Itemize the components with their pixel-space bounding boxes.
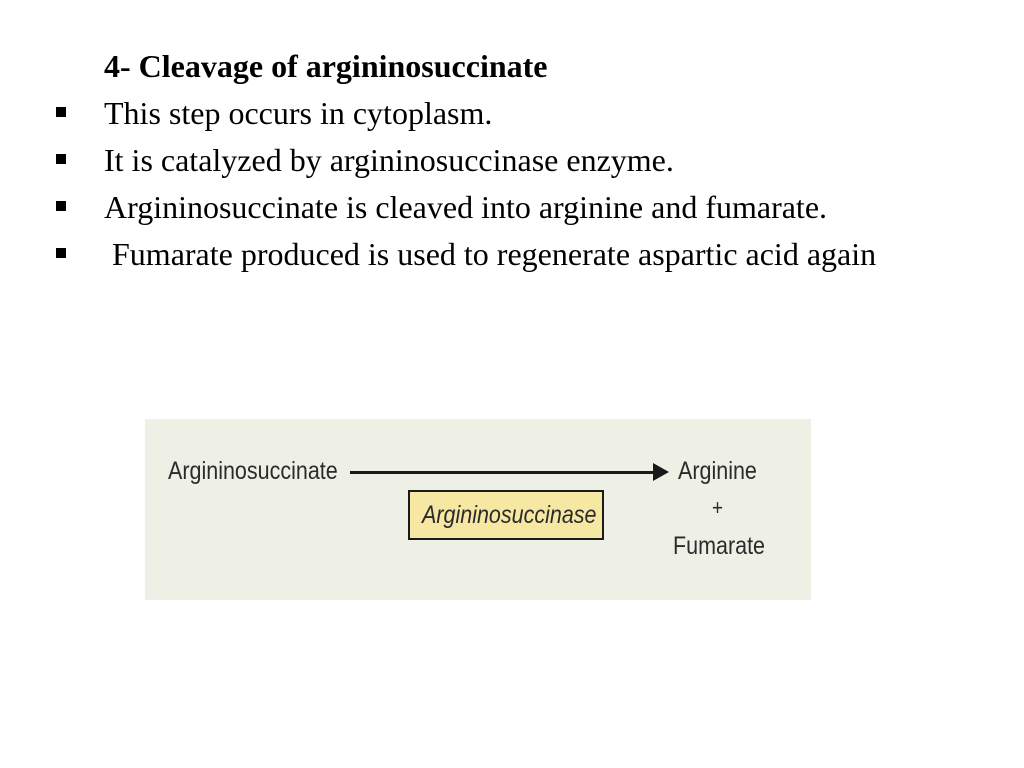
bullet-item	[0, 90, 1024, 137]
plus-sign: +	[712, 495, 724, 520]
bullet-item	[0, 184, 1024, 231]
product-arginine-label: Arginine	[678, 457, 757, 485]
bullet-list	[0, 90, 1024, 278]
square-bullet-icon	[56, 154, 66, 164]
slide-heading: 4- Cleavage of argininosuccinate	[104, 48, 548, 84]
product-fumarate-label: Fumarate	[673, 532, 766, 560]
right-arrow-icon	[653, 463, 669, 481]
bullet-text: Fumarate produced is used to regenerate aspartic acid again	[104, 236, 877, 272]
bullet-text: It is catalyzed by argininosuccinase enzyme.	[104, 142, 674, 178]
bullet-item	[0, 137, 1024, 184]
square-bullet-icon	[56, 248, 66, 258]
bullet-item	[0, 231, 1024, 278]
substrate-label: Argininosuccinate	[168, 457, 338, 485]
bullet-text: This step occurs in cytoplasm.	[104, 95, 493, 131]
reaction-arrow-line	[350, 471, 655, 474]
bullet-text: Argininosuccinate is cleaved into arginine and fumarate.	[104, 189, 828, 225]
square-bullet-icon	[56, 201, 66, 211]
enzyme-label: Argininosuccinase	[422, 501, 597, 529]
reaction-diagram	[145, 419, 811, 600]
enzyme-box	[408, 490, 604, 540]
square-bullet-icon	[56, 107, 66, 117]
